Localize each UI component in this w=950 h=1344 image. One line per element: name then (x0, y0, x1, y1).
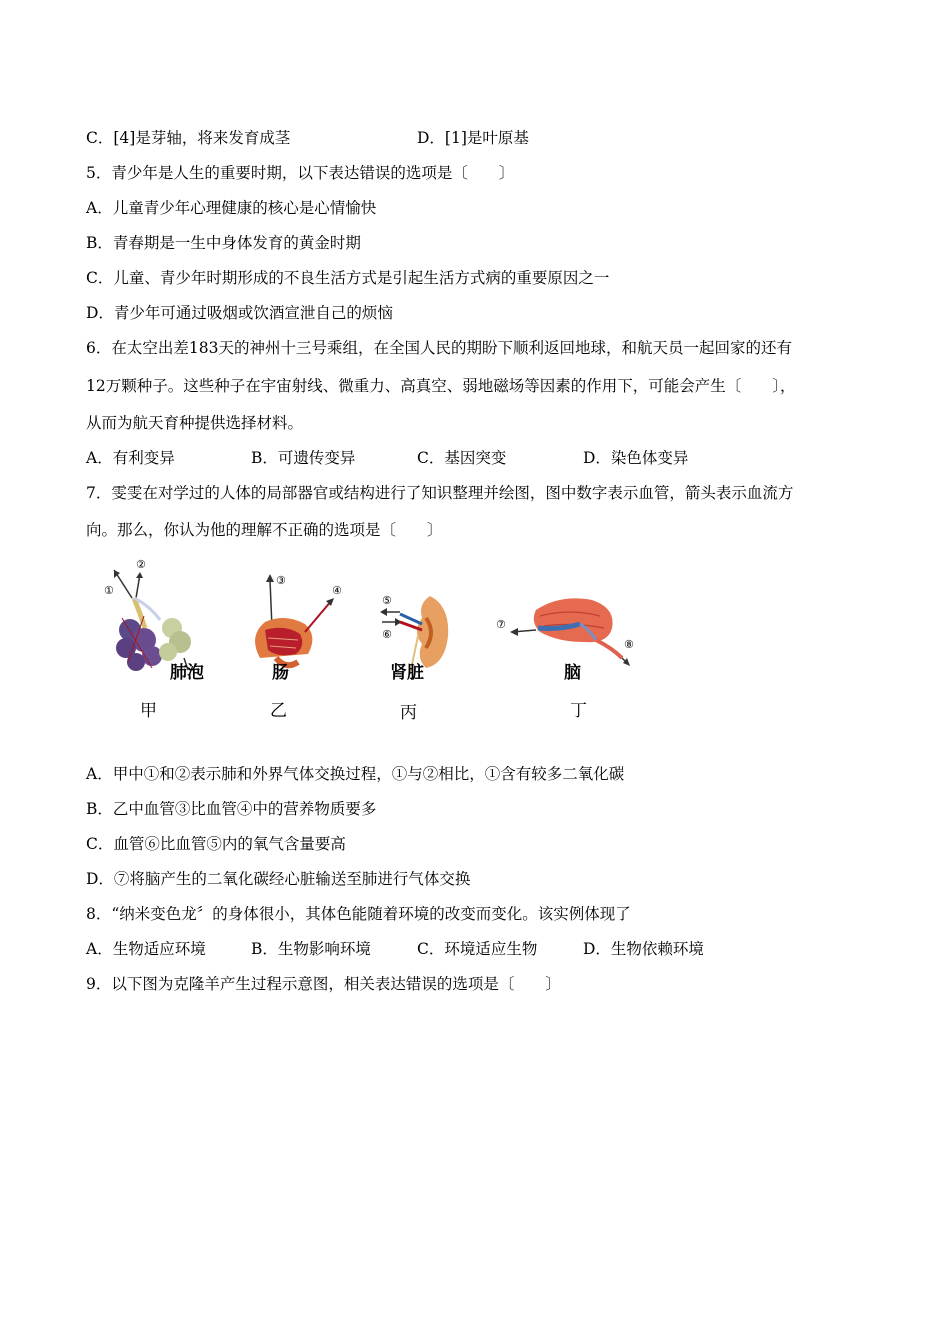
label-3: ③ (276, 574, 286, 587)
q7-stem-line-1: 7．雯雯在对学过的人体的局部器官或结构进行了知识整理并绘图，图中数字表示血管，箭头表示血流方 (86, 484, 794, 502)
organ-label-alveoli: 肺泡 (170, 663, 204, 683)
q6-option-b: B．可遗传变异 (251, 449, 356, 467)
q7-organ-figure (100, 558, 660, 723)
organ-label-kidney: 肾脏 (390, 663, 424, 683)
alveoli-illustration (114, 570, 191, 671)
q7-option-d: D．⑦将脑产生的二氧化碳经心脏输送至肺进行气体交换 (86, 870, 471, 888)
intestine-illustration (255, 574, 334, 665)
q5-stem: 5．青少年是人生的重要时期，以下表达错误的选项是〔 〕 (86, 164, 515, 182)
caption-bing: 丙 (400, 703, 417, 723)
q5-option-d: D．青少年可通过吸烟或饮酒宣泄自己的烦恼 (86, 304, 393, 322)
organ-label-intestine: 肠 (272, 663, 289, 683)
q5-option-b: B．青春期是一生中身体发育的黄金时期 (86, 234, 361, 252)
label-4: ④ (332, 584, 342, 597)
q6-stem-line-1: 6．在太空出差183天的神州十三号乘组，在全国人民的期盼下顺利返回地球，和航天员一起回家的还有 (86, 339, 792, 357)
label-2: ② (136, 558, 146, 571)
q6-option-a: A．有利变异 (86, 449, 175, 467)
q8-option-b: B．生物影响环境 (251, 940, 371, 958)
label-6: ⑥ (382, 628, 392, 641)
q4-option-c: C．[4]是芽轴，将来发育成茎 (86, 129, 291, 147)
q9-stem: 9．以下图为克隆羊产生过程示意图，相关表达错误的选项是〔 〕 (86, 975, 561, 993)
brain-illustration (510, 598, 630, 666)
q8-option-c: C．环境适应生物 (417, 940, 538, 958)
caption-yi: 乙 (270, 701, 287, 721)
label-8: ⑧ (624, 638, 634, 651)
q4-option-d: D．[1]是叶原基 (417, 129, 529, 147)
q8-option-a: A．生物适应环境 (86, 940, 206, 958)
label-5: ⑤ (382, 594, 392, 607)
q5-option-a: A．儿童青少年心理健康的核心是心情愉快 (86, 199, 377, 217)
q8-option-d: D．生物依赖环境 (583, 940, 704, 958)
q7-option-a: A．甲中①和②表示肺和外界气体交换过程，①与②相比，①含有较多二氧化碳 (86, 765, 625, 783)
organ-label-brain: 脑 (564, 663, 581, 683)
label-1: ① (104, 584, 114, 597)
label-7: ⑦ (496, 618, 506, 631)
q6-stem-line-3: 从而为航天育种提供选择材料。 (86, 414, 304, 432)
caption-jia: 甲 (140, 701, 157, 721)
q6-option-c: C．基因突变 (417, 449, 507, 467)
caption-ding: 丁 (570, 701, 587, 721)
q7-stem-line-2: 向。那么，你认为他的理解不正确的选项是〔 〕 (86, 521, 443, 539)
q8-stem: 8．“纳米变色龙〞的身体很小，其体色能随着环境的改变而变化。该实例体现了 (86, 905, 631, 923)
q5-option-c: C．儿童、青少年时期形成的不良生活方式是引起生活方式病的重要原因之一 (86, 269, 610, 287)
q6-option-d: D．染色体变异 (583, 449, 689, 467)
q7-option-c: C．血管⑥比血管⑤内的氧气含量要高 (86, 835, 346, 853)
q7-option-b: B．乙中血管③比血管④中的营养物质要多 (86, 800, 377, 818)
q6-stem-line-2: 12万颗种子。这些种子在宇宙射线、微重力、高真空、弱地磁场等因素的作用下，可能会产生〔 〕， (86, 377, 796, 395)
